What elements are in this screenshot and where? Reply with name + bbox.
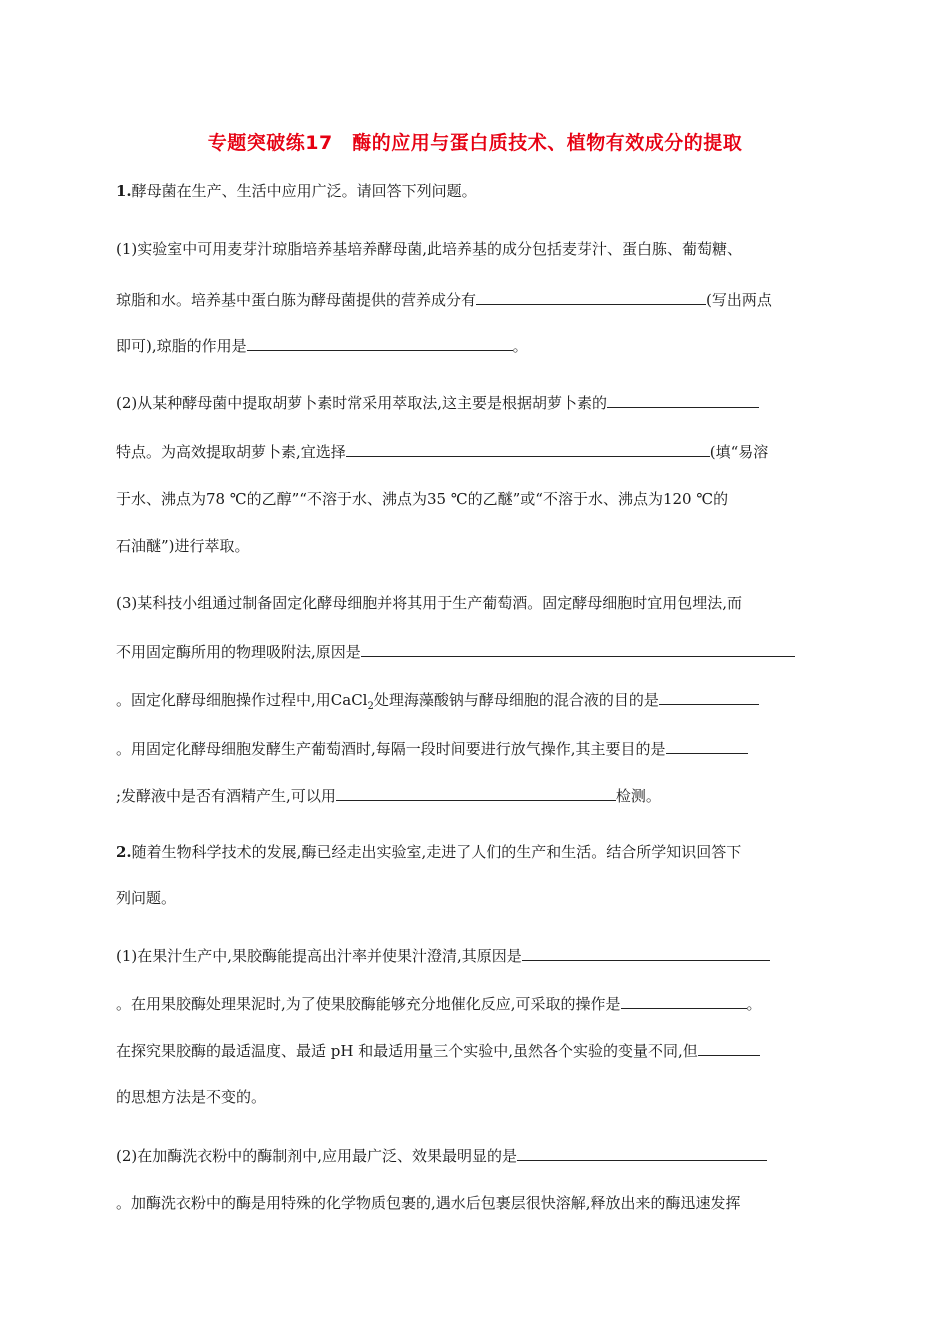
q1-stem: 酵母菌在生产、生活中应用广泛。请回答下列问题。 <box>131 182 477 200</box>
answer-blank[interactable] <box>361 640 795 657</box>
answer-blank[interactable] <box>247 334 513 351</box>
q1-p2-text: 于水、沸点为78 ℃的乙醇”“不溶于水、沸点为35 ℃的乙醚”或“不溶于水、沸点为120 ℃的 <box>116 490 729 508</box>
answer-blank[interactable] <box>517 1144 767 1161</box>
q2-p2-text: (2)在加酶洗衣粉中的酶制剂中,应用最广泛、效果最明显的是 <box>116 1147 518 1165</box>
q1-p1-text: 琼脂和水。培养基中蛋白胨为酵母菌提供的营养成分有 <box>116 291 477 309</box>
q1-p3-text: (3)某科技小组通过制备固定化酵母细胞并将其用于生产葡萄酒。固定酵母细胞时宜用包埋法,而 <box>116 594 743 612</box>
q2-p1-line3 <box>116 1039 828 1062</box>
q2-number: 2. <box>116 843 132 861</box>
q2-p1-text: 。在用果胶酶处理果泥时,为了使果胶酶能够充分地催化反应,可采取的操作是 <box>116 995 621 1013</box>
answer-blank[interactable] <box>659 688 759 705</box>
q1-p3-line2 <box>116 640 828 663</box>
q1-p2-line2 <box>116 440 828 463</box>
q2-stem-line1 <box>116 841 828 863</box>
q2-stem-line2 <box>116 887 828 909</box>
subscript: 2 <box>367 701 374 712</box>
q2-p2-line1 <box>116 1144 828 1167</box>
q1-p3-line3 <box>116 688 828 718</box>
q2-p1-text: 的思想方法是不变的。 <box>116 1088 267 1106</box>
q1-p2-line1 <box>116 391 828 414</box>
q1-p1-text: (写出两点 <box>706 291 772 309</box>
q1-p1-line3 <box>116 334 828 357</box>
q1-p2-line4 <box>116 535 828 557</box>
q2-p2-text: 。加酶洗衣粉中的酶是用特殊的化学物质包裹的,遇水后包裹层很快溶解,释放出来的酶迅速发挥 <box>116 1194 741 1212</box>
q1-p2-line3 <box>116 488 828 510</box>
q1-p3-text: 检测。 <box>615 787 661 805</box>
q1-p1-line1 <box>116 238 828 260</box>
q2-p1-line1 <box>116 944 828 967</box>
answer-blank[interactable] <box>698 1039 760 1056</box>
q1-p1-text: 即可),琼脂的作用是 <box>116 337 247 355</box>
answer-blank[interactable] <box>607 391 759 408</box>
q1-p2-text: (填“易溶 <box>709 443 769 461</box>
answer-blank[interactable] <box>336 784 616 801</box>
q1-p3-text: 。固定化酵母细胞操作过程中,用CaCl <box>116 691 368 709</box>
answer-blank[interactable] <box>522 944 770 961</box>
q2-p1-text: (1)在果汁生产中,果胶酶能提高出汁率并使果汁澄清,其原因是 <box>116 947 522 965</box>
q2-p2-line2 <box>116 1192 828 1214</box>
q1-p2-text: 石油醚”)进行萃取。 <box>116 537 250 555</box>
q1-stem-line <box>116 180 828 202</box>
q1-p1-text: (1)实验室中可用麦芽汁琼脂培养基培养酵母菌,此培养基的成分包括麦芽汁、蛋白胨、葡萄糖、 <box>116 240 743 258</box>
q1-p3-line5 <box>116 784 828 807</box>
q1-number: 1. <box>116 182 132 200</box>
q2-p1-text: 。 <box>746 995 762 1013</box>
q1-p3-line1 <box>116 592 828 614</box>
q1-p2-text: (2)从某种酵母菌中提取胡萝卜素时常采用萃取法,这主要是根据胡萝卜素的 <box>116 394 608 412</box>
q2-p1-line4 <box>116 1086 828 1108</box>
q1-p3-text: 不用固定酶所用的物理吸附法,原因是 <box>116 643 361 661</box>
answer-blank[interactable] <box>666 737 748 754</box>
q1-p3-text: 。用固定化酵母细胞发酵生产葡萄酒时,每隔一段时间要进行放气操作,其主要目的是 <box>116 740 666 758</box>
answer-blank[interactable] <box>346 440 710 457</box>
q1-p3-line4 <box>116 737 828 760</box>
q2-stem: 列问题。 <box>116 889 177 907</box>
page-title: 专题突破练17 酶的应用与蛋白质技术、植物有效成分的提取 <box>207 132 743 154</box>
q1-p1-line2 <box>116 288 828 311</box>
q1-p1-text: 。 <box>512 337 528 355</box>
q1-p3-text: ;发酵液中是否有酒精产生,可以用 <box>116 787 336 805</box>
q2-stem: 随着生物科学技术的发展,酶已经走出实验室,走进了人们的生产和生活。结合所学知识回答下 <box>131 843 742 861</box>
q1-p2-text: 特点。为高效提取胡萝卜素,宜选择 <box>116 443 346 461</box>
answer-blank[interactable] <box>621 992 747 1009</box>
q2-p1-text: 在探究果胶酶的最适温度、最适 pH 和最适用量三个实验中,虽然各个实验的变量不同,但 <box>116 1042 698 1060</box>
q2-p1-line2 <box>116 992 828 1015</box>
answer-blank[interactable] <box>476 288 706 305</box>
q1-p3-text: 处理海藻酸钠与酵母细胞的混合液的目的是 <box>373 691 659 709</box>
